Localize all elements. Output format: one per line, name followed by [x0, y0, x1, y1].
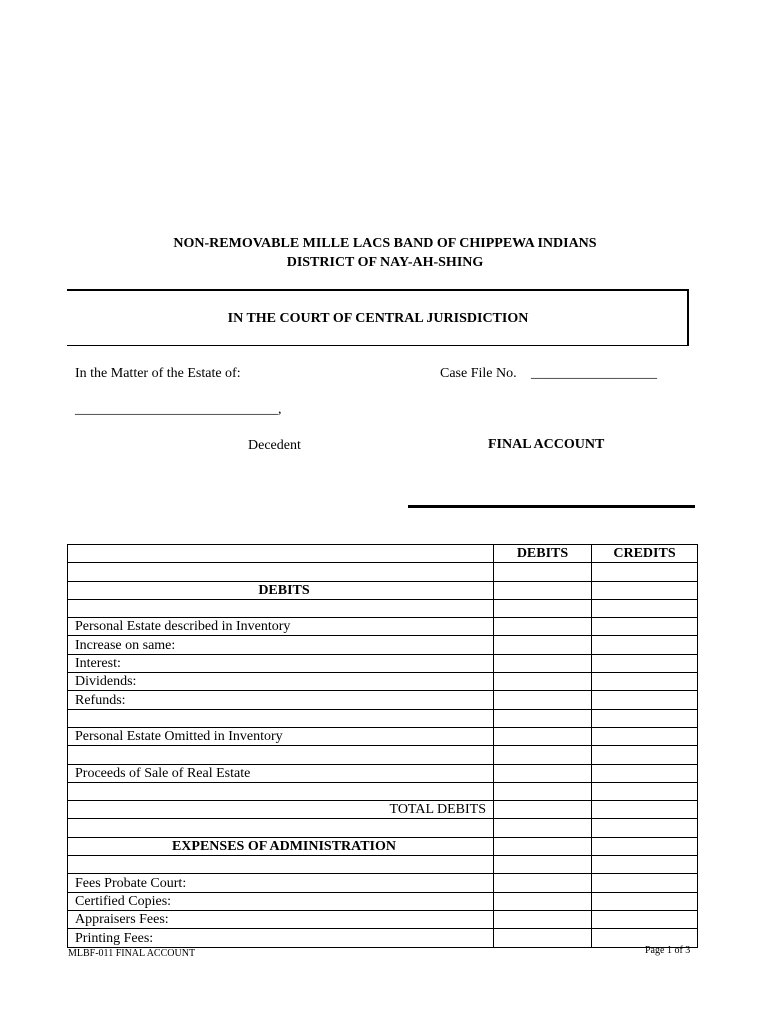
column-header-credits: CREDITS [592, 545, 698, 563]
row-label: Proceeds of Sale of Real Estate [68, 764, 494, 782]
header-district: DISTRICT OF NAY-AH-SHING [286, 255, 484, 270]
table-row [68, 691, 698, 709]
table-row [68, 727, 698, 745]
table-row [68, 910, 698, 928]
debit-amount-cell[interactable] [494, 636, 592, 654]
table-row [68, 673, 698, 691]
row-label [68, 709, 494, 727]
signature-line [408, 505, 695, 508]
debit-amount-cell[interactable] [494, 581, 592, 599]
table-row [68, 837, 698, 855]
header-description-cell [68, 545, 494, 563]
page-number: Page 1 of 3 [645, 945, 691, 956]
debit-amount-cell[interactable] [494, 618, 592, 636]
form-id-footer: MLBF-011 FINAL ACCOUNT [68, 948, 196, 959]
debit-amount-cell[interactable] [494, 709, 592, 727]
decedent-name-field[interactable]: _____________________________, [75, 402, 282, 417]
debit-amount-cell[interactable] [494, 910, 592, 928]
debit-amount-cell[interactable] [494, 673, 592, 691]
debit-amount-cell[interactable] [494, 856, 592, 874]
credit-amount-cell[interactable] [592, 892, 698, 910]
debit-amount-cell[interactable] [494, 654, 592, 672]
table-row [68, 746, 698, 764]
row-label: Personal Estate Omitted in Inventory [68, 727, 494, 745]
section-heading: EXPENSES OF ADMINISTRATION [68, 837, 494, 855]
table-row [68, 782, 698, 800]
debit-amount-cell[interactable] [494, 801, 592, 819]
credit-amount-cell[interactable] [592, 874, 698, 892]
table-row [68, 709, 698, 727]
table-row [68, 892, 698, 910]
court-title: IN THE COURT OF CENTRAL JURISDICTION [227, 311, 529, 326]
debit-amount-cell[interactable] [494, 691, 592, 709]
row-label [68, 563, 494, 581]
credit-amount-cell[interactable] [592, 709, 698, 727]
table-row [68, 581, 698, 599]
credit-amount-cell[interactable] [592, 782, 698, 800]
credit-amount-cell[interactable] [592, 764, 698, 782]
credit-amount-cell[interactable] [592, 636, 698, 654]
table-row [68, 599, 698, 617]
debit-amount-cell[interactable] [494, 782, 592, 800]
credit-amount-cell[interactable] [592, 581, 698, 599]
row-label: Personal Estate described in Inventory [68, 618, 494, 636]
row-label: Interest: [68, 654, 494, 672]
row-label [68, 819, 494, 837]
credit-amount-cell[interactable] [592, 727, 698, 745]
row-label [68, 599, 494, 617]
case-file-label: Case File No. [440, 366, 517, 381]
row-label: TOTAL DEBITS [68, 801, 494, 819]
debit-amount-cell[interactable] [494, 837, 592, 855]
debit-amount-cell[interactable] [494, 563, 592, 581]
estate-matter-label: In the Matter of the Estate of: [75, 366, 241, 381]
credit-amount-cell[interactable] [592, 746, 698, 764]
debit-amount-cell[interactable] [494, 599, 592, 617]
table-row [68, 654, 698, 672]
credit-amount-cell[interactable] [592, 691, 698, 709]
decedent-label: Decedent [248, 438, 301, 453]
document-title: FINAL ACCOUNT [488, 437, 605, 452]
credit-amount-cell[interactable] [592, 563, 698, 581]
table-row [68, 764, 698, 782]
row-label [68, 746, 494, 764]
row-label: Printing Fees: [68, 929, 494, 947]
final-account-table [67, 544, 698, 948]
credit-amount-cell[interactable] [592, 910, 698, 928]
row-label: Refunds: [68, 691, 494, 709]
column-header-debits: DEBITS [494, 545, 592, 563]
table-row [68, 819, 698, 837]
credit-amount-cell[interactable] [592, 599, 698, 617]
debit-amount-cell[interactable] [494, 874, 592, 892]
debit-amount-cell[interactable] [494, 819, 592, 837]
table-row [68, 618, 698, 636]
debit-amount-cell[interactable] [494, 764, 592, 782]
row-label: Dividends: [68, 673, 494, 691]
debit-amount-cell[interactable] [494, 727, 592, 745]
header-band-name: NON-REMOVABLE MILLE LACS BAND OF CHIPPEWA INDIANS [173, 236, 597, 251]
table-header-row [68, 545, 698, 563]
row-label: Certified Copies: [68, 892, 494, 910]
table-row [68, 636, 698, 654]
credit-amount-cell[interactable] [592, 856, 698, 874]
row-label: Fees Probate Court: [68, 874, 494, 892]
debit-amount-cell[interactable] [494, 929, 592, 947]
credit-amount-cell[interactable] [592, 673, 698, 691]
credit-amount-cell[interactable] [592, 654, 698, 672]
table-row [68, 856, 698, 874]
credit-amount-cell[interactable] [592, 819, 698, 837]
section-heading: DEBITS [68, 581, 494, 599]
row-label: Increase on same: [68, 636, 494, 654]
credit-amount-cell[interactable] [592, 801, 698, 819]
row-label [68, 782, 494, 800]
table-row [68, 563, 698, 581]
row-label: Appraisers Fees: [68, 910, 494, 928]
table-row [68, 801, 698, 819]
row-label [68, 856, 494, 874]
table-row [68, 929, 698, 947]
case-file-number-field[interactable]: __________________ [531, 366, 657, 381]
debit-amount-cell[interactable] [494, 892, 592, 910]
debit-amount-cell[interactable] [494, 746, 592, 764]
table-row [68, 874, 698, 892]
credit-amount-cell[interactable] [592, 837, 698, 855]
credit-amount-cell[interactable] [592, 618, 698, 636]
